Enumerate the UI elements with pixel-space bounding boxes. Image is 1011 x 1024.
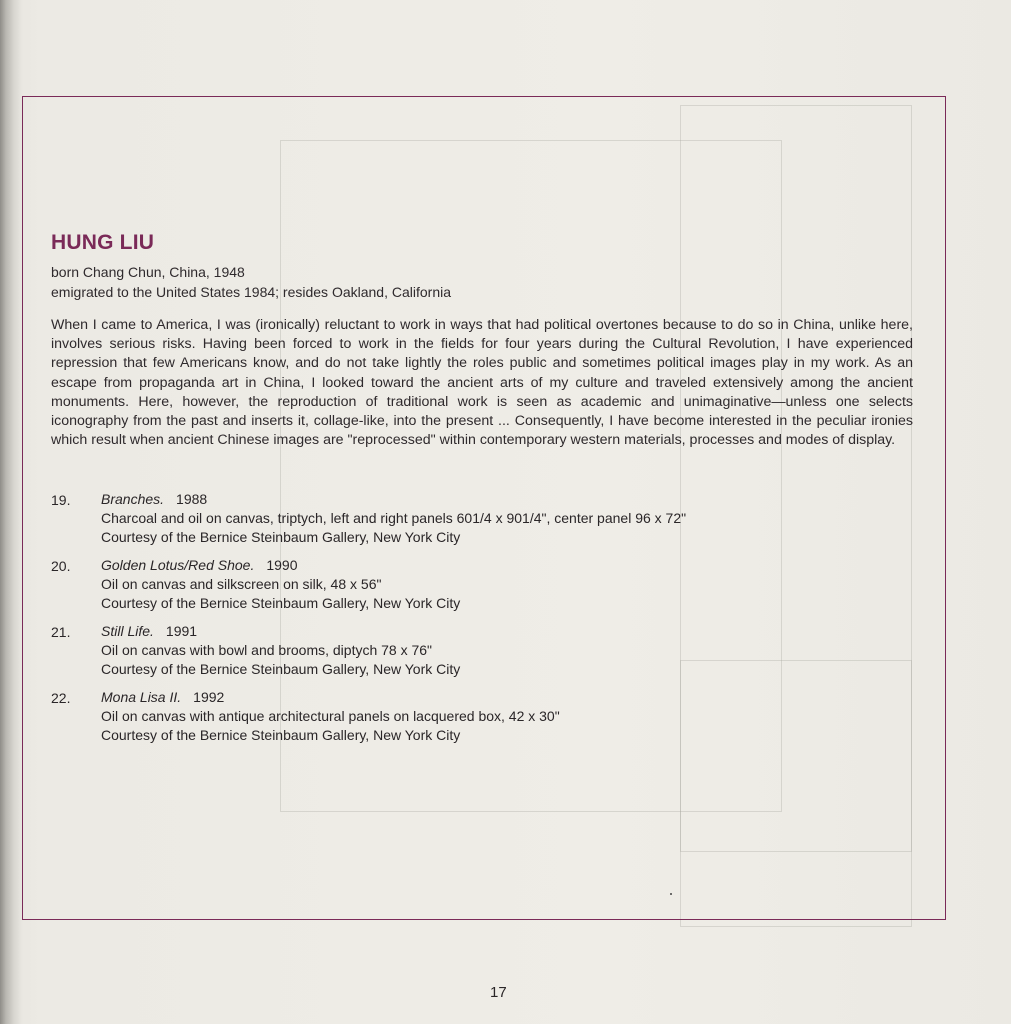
works-list <box>51 490 913 754</box>
artist-statement: When I came to America, I was (ironically) reluctant to work in ways that had political overtones because to do so in China, unlike here, involves serious risks. Having been forced to work in the fields for four years during the Cultural Revolution, I have experienced repression that few Americans know, and do not take lightly the roles public and sometimes political images play in my work. As an escape from propaganda art in China, I looked toward the ancient arts of my culture and traveled extensively among the ancient monuments. Here, however, the reproduction of traditional work is seen as academic and unimaginative—unless one selects iconography from the past and inserts it, collage-like, into the present ... Consequently, I have become interested in the peculiar ironies which result when ancient Chinese images are "reprocessed" within contemporary western materials, processes and modes of display. <box>51 317 913 449</box>
work-title: Golden Lotus/Red Shoe. <box>101 557 255 573</box>
artist-name: HUNG LIU <box>51 231 155 254</box>
ink-speck <box>670 893 672 895</box>
work-item <box>51 490 913 547</box>
work-year: 1992 <box>193 689 225 705</box>
work-medium: Oil on canvas and silkscreen on silk, 48 x 56" <box>101 576 382 592</box>
work-details <box>101 622 913 679</box>
artist-entry <box>51 230 913 450</box>
work-title: Branches. <box>101 491 165 507</box>
work-credit: Courtesy of the Bernice Steinbaum Gallery, New York City <box>101 727 461 743</box>
work-number: 20. <box>51 558 71 574</box>
work-medium: Charcoal and oil on canvas, triptych, left and right panels 601/4 x 901/4", center panel 96 x 72" <box>101 510 687 526</box>
work-number: 21. <box>51 624 71 640</box>
work-year: 1991 <box>165 623 198 639</box>
work-medium: Oil on canvas with bowl and brooms, diptych 78 x 76" <box>101 642 433 658</box>
work-title: Mona Lisa II. <box>101 689 182 705</box>
work-year: 1988 <box>176 491 208 507</box>
work-details <box>101 490 913 547</box>
work-heading <box>101 490 913 509</box>
work-item <box>51 556 913 613</box>
work-item <box>51 688 913 745</box>
work-credit: Courtesy of the Bernice Steinbaum Gallery, New York City <box>101 529 461 545</box>
book-spine-shadow <box>0 0 22 1024</box>
work-heading <box>101 622 913 641</box>
work-year: 1990 <box>266 557 298 573</box>
work-details <box>101 688 913 745</box>
work-details <box>101 556 913 613</box>
work-number: 19. <box>51 492 71 508</box>
artist-residence: emigrated to the United States 1984; resides Oakland, California <box>51 284 452 300</box>
work-credit: Courtesy of the Bernice Steinbaum Gallery, New York City <box>101 661 461 677</box>
work-heading <box>101 556 913 575</box>
work-title: Still Life. <box>101 623 154 639</box>
artist-birth: born Chang Chun, China, 1948 <box>51 264 245 280</box>
work-heading <box>101 688 913 707</box>
work-item <box>51 622 913 679</box>
work-credit: Courtesy of the Bernice Steinbaum Gallery, New York City <box>101 595 461 611</box>
work-medium: Oil on canvas with antique architectural panels on lacquered box, 42 x 30" <box>101 708 560 724</box>
page-number: 17 <box>490 984 507 1001</box>
work-number: 22. <box>51 690 71 706</box>
